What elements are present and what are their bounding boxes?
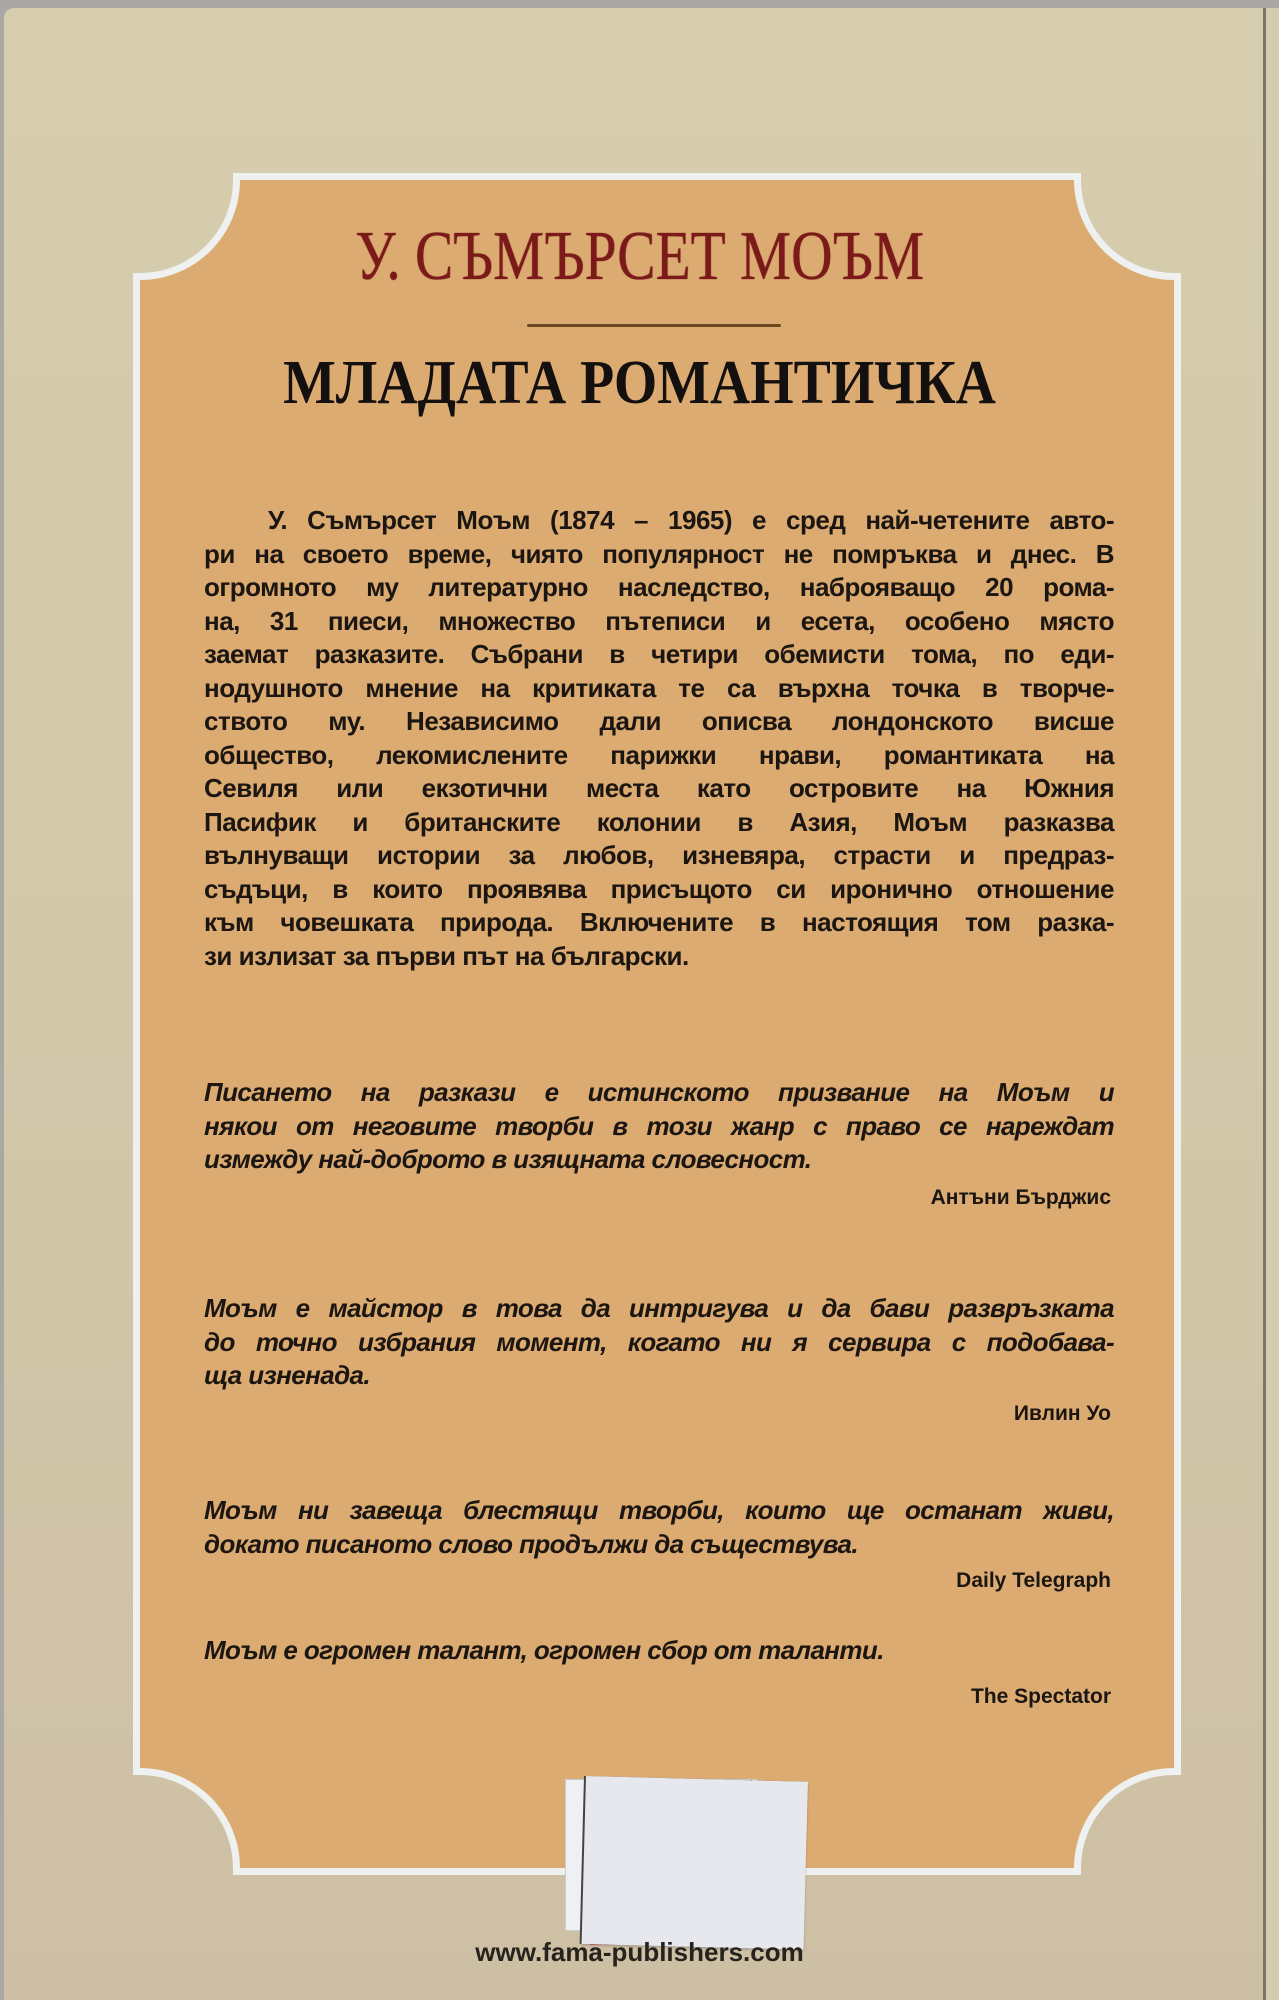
description-line: ството му. Независимо дали описва лондонското висше xyxy=(204,706,1114,736)
description-line: Севиля или екзотични места като островите на Южния xyxy=(204,773,1114,803)
quote-spectator xyxy=(204,1634,1114,1668)
title-divider xyxy=(527,324,781,327)
description-paragraph xyxy=(204,504,1114,973)
quote-line: Моъм е майстор в това да интригува и да бави развръзката xyxy=(204,1293,1114,1323)
quote-waugh xyxy=(204,1292,1114,1393)
description-line: У. Съмърсет Моъм (1874 – 1965) е сред най-четените авто- xyxy=(268,505,1114,535)
publisher-url: www.fama-publishers.com xyxy=(475,1937,804,1967)
quote-burgess xyxy=(204,1076,1114,1177)
description-line: общество, лекомислените парижки нрави, романтиката на xyxy=(204,739,1114,770)
description-line: нодушното мнение на критиката те са върхна точка в творче- xyxy=(204,672,1114,703)
description-line: ри на своето време, чиято популярност не помръква и днес. В xyxy=(204,538,1114,569)
description-line: заемат разказите. Събрани в четири обемисти тома, по еди- xyxy=(204,639,1114,669)
description-line: съдъци, в които проявява присъщото си иронично отношение xyxy=(204,873,1114,904)
description-line: вълнуващи истории за любов, изневяра, страсти и предраз- xyxy=(204,840,1114,870)
quote-line: Моъм е огромен талант, огромен сбор от таланти. xyxy=(204,1635,884,1665)
quote-line: Моъм ни завеща блестящи творби, които ще останат живи, xyxy=(204,1495,1114,1525)
quote-telegraph xyxy=(204,1494,1114,1561)
frame-panel xyxy=(140,180,1174,1868)
quote-line: Писането на разкази е истинското призвание на Моъм и xyxy=(204,1077,1114,1107)
quote-attribution: The Spectator xyxy=(970,1685,1111,1708)
description-line: на, 31 пиеси, множество пътеписи и есета, особено място xyxy=(204,605,1114,636)
quote-attribution: Ивлин Уо xyxy=(1013,1402,1111,1425)
price-sticker-icon xyxy=(582,1776,808,1950)
quote-line: ща изненада. xyxy=(204,1360,371,1390)
description-line: зи излизат за първи път на български. xyxy=(204,940,689,971)
quote-line: докато писаното слово продължи да съществува. xyxy=(204,1528,858,1559)
quote-attribution: Антъни Бърджис xyxy=(930,1186,1111,1209)
quote-attribution: Daily Telegraph xyxy=(956,1569,1111,1592)
book-title: МЛАДАТА РОМАНТИЧКА xyxy=(283,349,996,417)
quote-line: измежду най-доброто в изящната словесност. xyxy=(204,1144,812,1174)
author-name: У. СЪМЪРСЕТ МОЪМ xyxy=(355,218,925,295)
description-line: Пасифик и британските колонии в Азия, Моъм разказва xyxy=(204,806,1114,837)
description-line: огромното му литературно наследство, наброяващо 20 рома- xyxy=(204,572,1114,602)
description-line: към човешката природа. Включените в настоящия том разка- xyxy=(204,907,1114,937)
quote-line: до точно избрания момент, когато ни я сервира с подобава- xyxy=(204,1326,1114,1357)
quote-line: някои от неговите творби в този жанр с право се нареждат xyxy=(204,1110,1114,1141)
